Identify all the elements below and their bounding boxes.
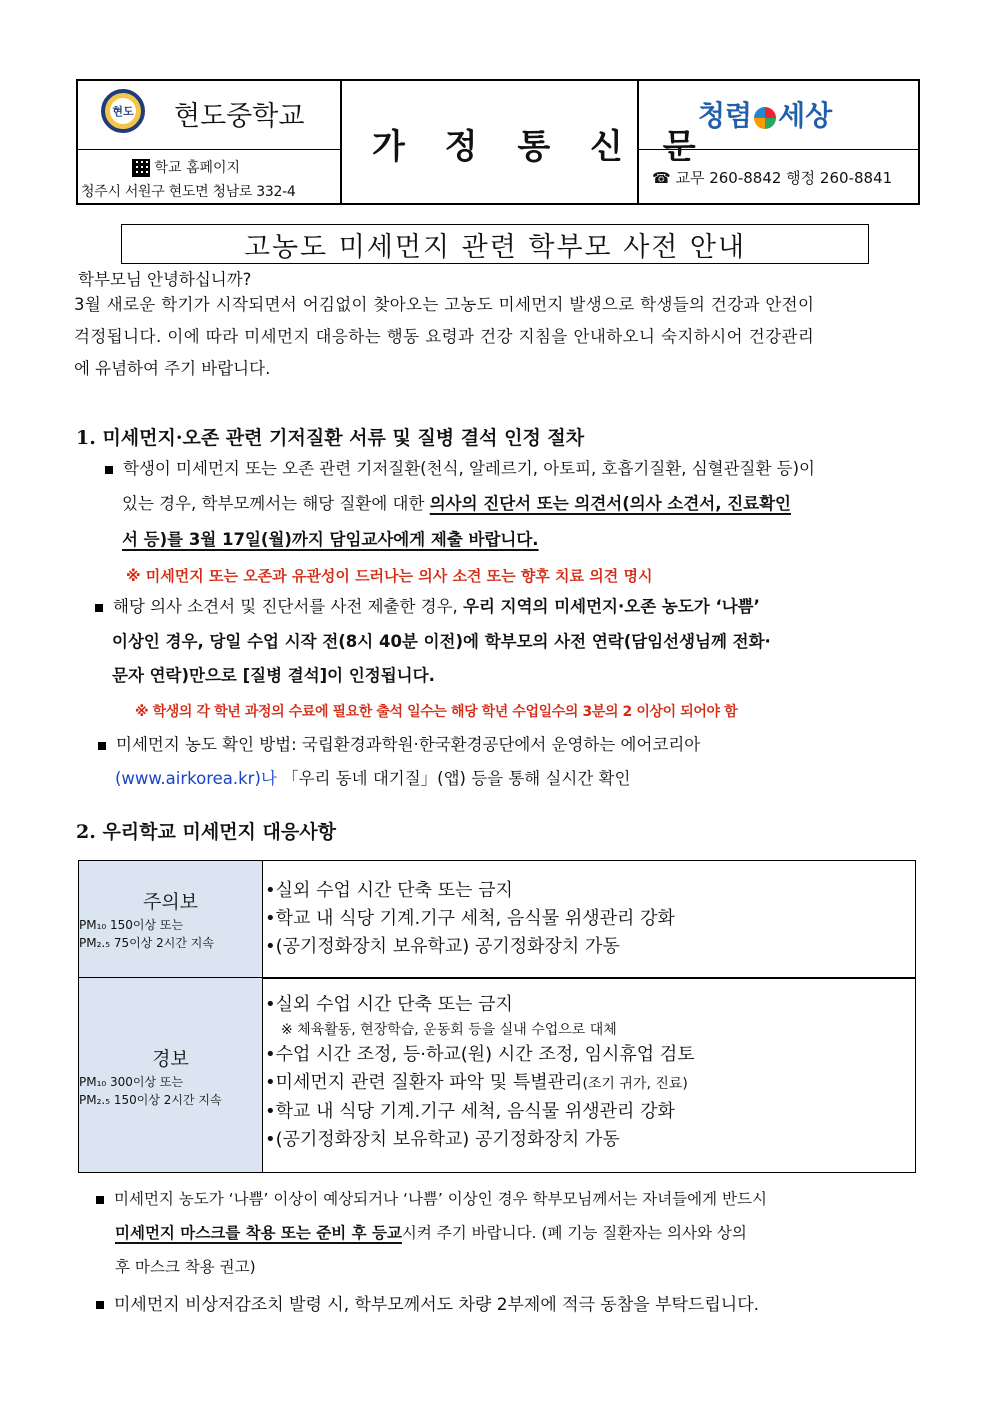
s1-note-1: ※ 미세먼지 또는 오존과 유관성이 드러나는 의사 소견 또는 향후 치료 의견 명시 [126, 567, 653, 585]
warning-action-3b: (조기 귀가, 진료) [582, 1076, 688, 1092]
warning-action-5: •(공기정화장치 보유학교) 공기정화장치 가동 [265, 1129, 620, 1150]
s2-bullet-1-line-2 [115, 1217, 747, 1250]
actions-warning [265, 991, 695, 1154]
s1-bullet-3-line-1 [98, 728, 700, 761]
s1-b3-text-1: 미세먼지 농도 확인 방법: 국립환경과학원·한국환경공단에서 운영하는 에어코리아 [116, 735, 701, 754]
s1-b1-text-1: 학생이 미세먼지 또는 오존 관련 기저질환(천식, 알레르기, 아토피, 호흡기질환, 심혈관질환 등)이 [123, 459, 815, 478]
section-1-heading: 1. 미세먼지·오존 관련 기저질환 서류 및 질병 결석 인정 절차 [76, 427, 585, 449]
s2-b2-text: 미세먼지 비상저감조치 발령 시, 학부모께서도 차량 2부제에 적극 동참을 부탁드립니다. [114, 1295, 760, 1315]
level-advisory: 주의보 [142, 891, 199, 913]
warning-action-1: •실외 수업 시간 단축 또는 금지 [265, 994, 513, 1015]
criteria-warning-2: PM₂.₅ 150이상 2시간 지속 [79, 1093, 222, 1107]
square-bullet-icon [96, 1196, 104, 1204]
s2-b1-text-1: 미세먼지 농도가 ‘나쁨’ 이상이 예상되거나 ‘나쁨’ 이상인 경우 학부모님께서는 자녀들에게 반드시 [114, 1190, 767, 1208]
row-divider [263, 977, 915, 979]
section-2-heading: 2. 우리학교 미세먼지 대응사항 [76, 821, 336, 843]
s2-bullet-1-line-1 [96, 1183, 767, 1216]
advisory-action-1: •실외 수업 시간 단축 또는 금지 [265, 880, 513, 901]
school-emblem [101, 89, 145, 133]
notice-title: 고농도 미세먼지 관련 학부모 사전 안내 [121, 224, 869, 264]
integrity-logo [698, 94, 832, 134]
s1-bullet-3-line-2 [115, 762, 630, 795]
advisory-action-3: •(공기정화장치 보유학교) 공기정화장치 가동 [265, 936, 620, 957]
warning-action-3a: •미세먼지 관련 질환자 파악 및 특별관리 [265, 1072, 583, 1093]
criteria-advisory-1: PM₁₀ 150이상 또는 [79, 918, 184, 932]
s1-b2-text-1b: 우리 지역의 미세먼지·오존 농도가 ‘나쁨’ [463, 597, 760, 616]
response-table [78, 860, 916, 1173]
homepage-link[interactable] [132, 157, 240, 177]
brand-right: 세상 [778, 99, 833, 132]
s2-b1-text-2b: 시켜 주기 바랍니다. (폐 기능 질환자는 의사와 상의 [401, 1224, 747, 1242]
s1-bullet-2-line-1 [95, 590, 760, 623]
square-bullet-icon [105, 466, 113, 474]
warning-action-1-note: ※ 체육활동, 현장학습, 운동회 등을 실내 수업으로 대체 [281, 1022, 617, 1038]
criteria-advisory-2: PM₂.₅ 75이상 2시간 지속 [79, 936, 214, 950]
level-cell-advisory [79, 861, 263, 977]
s1-b2-text-1a: 해당 의사 소견서 및 진단서를 사전 제출한 경우, [113, 597, 464, 616]
intro-line-3: 에 유념하여 주기 바랍니다. [74, 359, 271, 378]
criteria-warning-1: PM₁₀ 300이상 또는 [79, 1075, 184, 1089]
s2-bullet-2 [96, 1289, 759, 1322]
brand-left: 청렴 [698, 99, 753, 132]
airkorea-link[interactable]: (www.airkorea.kr)나 [115, 769, 277, 788]
warning-action-4: •학교 내 식당 기계.기구 세척, 음식물 위생관리 강화 [265, 1101, 675, 1122]
intro-line-1: 3월 새로운 학기가 시작되면서 어김없이 찾아오는 고농도 미세먼지 발생으로 학생들의 건강과 안전이 [74, 295, 815, 314]
intro-line-2: 걱정됩니다. 이에 따라 미세먼지 대응하는 행동 요령과 건강 지침을 안내하오니 숙지하시어 건강관리 [74, 327, 815, 346]
s2-b1-text-2a: 미세먼지 마스크를 착용 또는 준비 후 등교 [115, 1224, 402, 1242]
warning-action-2: •수업 시간 조정, 등·하교(원) 시간 조정, 임시휴업 검토 [265, 1044, 695, 1065]
phone-number: ☎ 교무 260-8842 행정 260-8841 [652, 169, 893, 187]
school-address: 청주시 서원구 현도면 청남로 332-4 [81, 184, 296, 200]
s1-bullet-1-line-2 [122, 487, 791, 520]
s1-bullet-2-line-3: 문자 연락)만으로 [질병 결석]이 인정됩니다. [112, 666, 435, 685]
warning-action-3 [265, 1069, 695, 1098]
s2-bullet-1-line-3: 후 마스크 착용 권고) [115, 1258, 256, 1276]
emblem-text: 현도 [110, 98, 136, 124]
qr-code-icon [132, 159, 150, 177]
s1-bullet-1-line-3 [122, 523, 539, 556]
level-cell-warning [79, 977, 263, 1172]
s1-b1-text-2b: 의사의 진단서 또는 의견서(의사 소견서, 진료확인 [429, 494, 791, 513]
level-warning: 경보 [152, 1048, 189, 1070]
advisory-action-2: •학교 내 식당 기계.기구 세척, 음식물 위생관리 강화 [265, 908, 675, 929]
homepage-label: 학교 홈페이지 [154, 160, 241, 176]
s1-b1-text-3: 서 등)를 3월 17일(월)까지 담임교사에게 제출 바랍니다. [122, 530, 539, 549]
school-name: 현도중학교 [174, 101, 305, 132]
square-bullet-icon [98, 742, 106, 750]
actions-advisory [265, 877, 675, 961]
s1-bullet-1-line-1 [105, 452, 815, 485]
s1-bullet-2-line-2: 이상인 경우, 당일 수업 시작 전(8시 40분 이전)에 학부모의 사전 연락(담임선생님께 전화· [112, 632, 771, 651]
s1-note-2: ※ 학생의 각 학년 과정의 수료에 필요한 출석 일수는 해당 학년 수업일수의 3분의 2 이상이 되어야 함 [135, 704, 738, 720]
greeting: 학부모님 안녕하십니까? [78, 270, 252, 289]
s1-b3-text-2: 「우리 동네 대기질」(앱) 등을 통해 실시간 확인 [276, 769, 631, 788]
logo-emblem-icon [754, 107, 776, 129]
s1-b1-text-2a: 있는 경우, 학부모께서는 해당 질환에 대한 [122, 494, 430, 513]
square-bullet-icon [96, 1301, 104, 1309]
document-title: 가 정 통 신 문 [372, 127, 710, 167]
square-bullet-icon [95, 604, 103, 612]
